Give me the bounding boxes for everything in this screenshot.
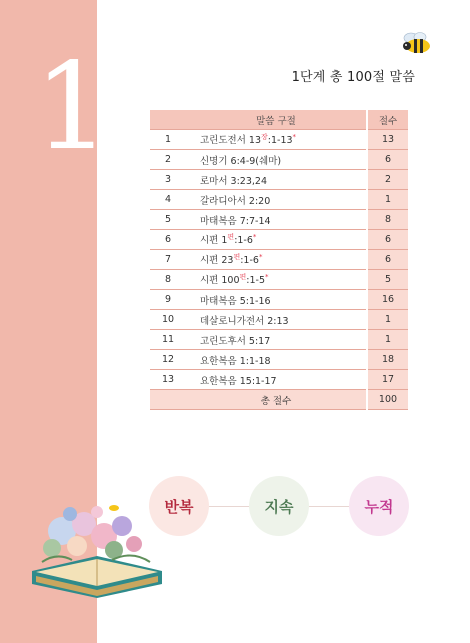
row-points: 13 xyxy=(367,130,408,150)
row-reference: 마태복음 7:7-14 xyxy=(186,210,367,230)
verse-table xyxy=(150,110,408,410)
circled-unit: 장 xyxy=(261,133,268,142)
total-label: 총 절수 xyxy=(186,390,367,410)
row-points: 18 xyxy=(367,350,408,370)
row-reference: 갈라디아서 2:20 xyxy=(186,190,367,210)
row-points: 1 xyxy=(367,190,408,210)
row-number: 7 xyxy=(150,250,186,270)
table-row xyxy=(150,270,408,290)
star-mark: * xyxy=(252,233,257,242)
row-number: 6 xyxy=(150,230,186,250)
bee-icon xyxy=(401,31,435,55)
row-number: 1 xyxy=(150,130,186,150)
row-reference: 요한복음 1:1-18 xyxy=(186,350,367,370)
header-no xyxy=(150,110,186,130)
row-reference: 요한복음 15:1-17 xyxy=(186,370,367,390)
table-header-row xyxy=(150,110,408,130)
row-number: 9 xyxy=(150,290,186,310)
row-reference: 시편 $1^편:1-6^*$ xyxy=(186,230,367,250)
table-row xyxy=(150,170,408,190)
row-number: 4 xyxy=(150,190,186,210)
circled-unit: 편 xyxy=(233,253,241,262)
row-reference: 마태복음 5:1-16 xyxy=(186,290,367,310)
row-reference: 데살로니가전서 2:13 xyxy=(186,310,367,330)
star-mark: * xyxy=(292,133,297,142)
row-reference: 로마서 3:23,24 xyxy=(186,170,367,190)
row-number: 11 xyxy=(150,330,186,350)
circled-unit: 편 xyxy=(227,233,235,242)
star-mark: * xyxy=(265,273,269,282)
row-points: 6 xyxy=(367,250,408,270)
table-row xyxy=(150,310,408,330)
keyword-repeat: 반복 xyxy=(149,476,209,536)
row-reference: 고린도전서 $13^장:1-13^*$ xyxy=(186,130,367,150)
row-points: 6 xyxy=(367,230,408,250)
keyword-circles xyxy=(149,476,409,536)
section-title: 1단계 총 100절 말씀 xyxy=(291,70,415,85)
row-points: 1 xyxy=(367,330,408,350)
row-points: 2 xyxy=(367,170,408,190)
row-points: 16 xyxy=(367,290,408,310)
row-number: 2 xyxy=(150,150,186,170)
keyword-accumulate: 누적 xyxy=(349,476,409,536)
header-points: 절수 xyxy=(367,110,408,130)
circled-unit: 편 xyxy=(239,273,247,282)
row-reference: 고린도후서 5:17 xyxy=(186,330,367,350)
table-row xyxy=(150,330,408,350)
chapter-number: 1 xyxy=(34,38,111,177)
table-row xyxy=(150,250,408,270)
row-number: 3 xyxy=(150,170,186,190)
row-points: 6 xyxy=(367,150,408,170)
flower-book-illustration xyxy=(22,486,172,606)
row-points: 8 xyxy=(367,210,408,230)
table-row xyxy=(150,370,408,390)
total-points: 100 xyxy=(367,390,408,410)
star-mark: * xyxy=(258,253,263,262)
table-row xyxy=(150,190,408,210)
table-row xyxy=(150,150,408,170)
table-row xyxy=(150,210,408,230)
row-number: 5 xyxy=(150,210,186,230)
row-reference: 신명기 6:4-9(쉐마) xyxy=(186,150,367,170)
header-reference: 말씀 구절 xyxy=(186,110,367,130)
table-row xyxy=(150,230,408,250)
row-points: 1 xyxy=(367,310,408,330)
row-points: 17 xyxy=(367,370,408,390)
table-row xyxy=(150,290,408,310)
table-row xyxy=(150,350,408,370)
total-row xyxy=(150,390,408,410)
row-reference: 시편 $23^편:1-6^*$ xyxy=(186,250,367,270)
keyword-continue: 지속 xyxy=(249,476,309,536)
row-reference: 시편 $100^편:1-5^*$ xyxy=(186,270,367,290)
table-row xyxy=(150,130,408,150)
row-number: 8 xyxy=(150,270,186,290)
row-number: 13 xyxy=(150,370,186,390)
row-points: 5 xyxy=(367,270,408,290)
row-number: 10 xyxy=(150,310,186,330)
row-number: 12 xyxy=(150,350,186,370)
